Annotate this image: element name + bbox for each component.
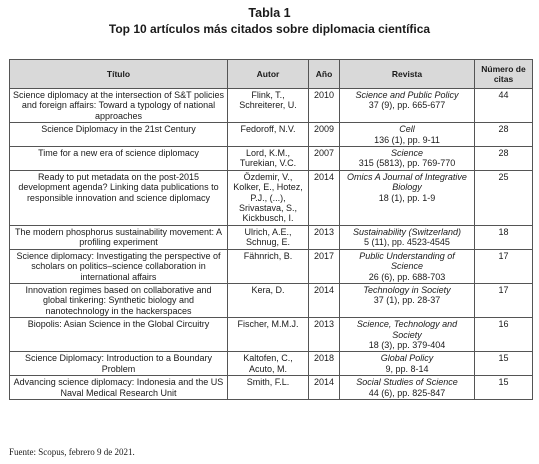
article-title: Science Diplomacy in the 21st Century [10,123,228,147]
table-label: Tabla 1 [248,6,291,20]
table-row [10,89,533,123]
article-journal [340,89,475,123]
header-author: Autor [228,60,309,89]
article-year: 2017 [309,249,340,283]
article-year: 2007 [309,147,340,171]
journal-detail: 44 (6), pp. 825-847 [368,387,446,398]
citation-count: 16 [475,318,533,352]
header-year: Año [309,60,340,89]
journal-detail: 9, pp. 8-14 [385,363,429,374]
article-author: Kaltofen, C., Acuto, M. [228,352,309,376]
article-year: 2014 [309,170,340,225]
citation-count: 18 [475,225,533,249]
journal-detail: 5 (11), pp. 4523-4545 [364,237,450,248]
citation-count: 15 [475,376,533,400]
table-row [10,352,533,376]
table-row [10,283,533,317]
table-row [10,170,533,225]
citation-count: 44 [475,89,533,123]
journal-name: Social Studies of Science [356,377,458,388]
citations-table [9,59,533,400]
journal-name: Technology in Society [363,284,451,295]
table-row [10,376,533,400]
journal-detail: 37 (1), pp. 28-37 [373,295,441,306]
journal-name: Public Understanding of Science [359,250,455,272]
article-author: Smith, F.L. [228,376,309,400]
table-row [10,123,533,147]
article-journal [340,225,475,249]
journal-name: Omics A Journal of Integrative Biology [347,171,467,193]
article-author: Fedoroff, N.V. [228,123,309,147]
article-journal [340,123,475,147]
article-year: 2013 [309,318,340,352]
article-author: Fischer, M.M.J. [228,318,309,352]
article-author: Ulrich, A.E., Schnug, E. [228,225,309,249]
article-journal [340,283,475,317]
journal-detail: 315 (5813), pp. 769-770 [358,158,456,169]
table-row [10,225,533,249]
article-year: 2013 [309,225,340,249]
citation-count: 17 [475,249,533,283]
journal-name: Science, Technology and Society [356,319,458,340]
journal-detail: 37 (9), pp. 665-677 [368,100,446,111]
article-journal [340,249,475,283]
article-journal [340,147,475,171]
citation-count: 28 [475,147,533,171]
article-author: Fähnrich, B. [228,249,309,283]
journal-name: Science and Public Policy [355,90,459,100]
article-author: Flink, T., Schreiterer, U. [228,89,309,123]
citation-count: 15 [475,352,533,376]
article-journal [340,170,475,225]
header-citations: Número de citas [475,60,533,89]
journal-name: Global Policy [380,353,434,364]
article-title: The modern phosphorus sustainability movement: A profiling experiment [10,225,228,249]
journal-detail: 26 (6), pp. 688-703 [368,271,446,282]
article-year: 2014 [309,283,340,317]
article-year: 2010 [309,89,340,123]
citation-count: 25 [475,170,533,225]
journal-name: Cell [399,124,415,135]
header-title: Título [10,60,228,89]
table-title: Top 10 artículos más citados sobre diplomacia científica [108,22,431,36]
article-title: Biopolis: Asian Science in the Global Circuitry [10,318,228,352]
article-year: 2009 [309,123,340,147]
article-title: Advancing science diplomacy: Indonesia and the US Naval Medical Research Unit [10,376,228,400]
article-title: Innovation regimes based on collaborative and global tinkering: Synthetic biology and nanotechnology in the hackerspaces [10,283,228,317]
article-author: Özdemir, V., Kolker, E., Hotez, P.J., (...), Srivastava, S., Kickbusch, I. [228,170,309,225]
citation-count: 28 [475,123,533,147]
header-journal: Revista [340,60,475,89]
table-row [10,318,533,352]
article-author: Kera, D. [228,283,309,317]
citation-count: 17 [475,283,533,317]
table-header-row [10,60,533,89]
table-row [10,147,533,171]
article-journal [340,376,475,400]
journal-detail: 18 (1), pp. 1-9 [378,192,436,203]
article-title: Science diplomacy at the intersection of S&T policies and foreign affairs: Toward a typology of national approaches [10,89,228,123]
article-year: 2014 [309,376,340,400]
table-row [10,249,533,283]
journal-name: Science [390,148,424,159]
article-author: Lord, K.M., Turekian, V.C. [228,147,309,171]
journal-detail: 136 (1), pp. 9-11 [374,134,440,145]
article-year: 2018 [309,352,340,376]
article-journal [340,352,475,376]
article-journal [340,318,475,352]
article-title: Science Diplomacy: Introduction to a Boundary Problem [10,352,228,376]
article-title: Science diplomacy: Investigating the perspective of scholars on politics–science collaboration in international affairs [10,249,228,283]
source-note: Fuente: Scopus, febrero 9 de 2021. [9,447,135,457]
article-title: Ready to put metadata on the post-2015 development agenda? Linking data publications to responsible innovation and science diplomacy [10,170,228,225]
journal-name: Sustainability (Switzerland) [352,226,462,237]
journal-detail: 18 (3), pp. 379-404 [368,339,446,350]
article-title: Time for a new era of science diplomacy [10,147,228,171]
